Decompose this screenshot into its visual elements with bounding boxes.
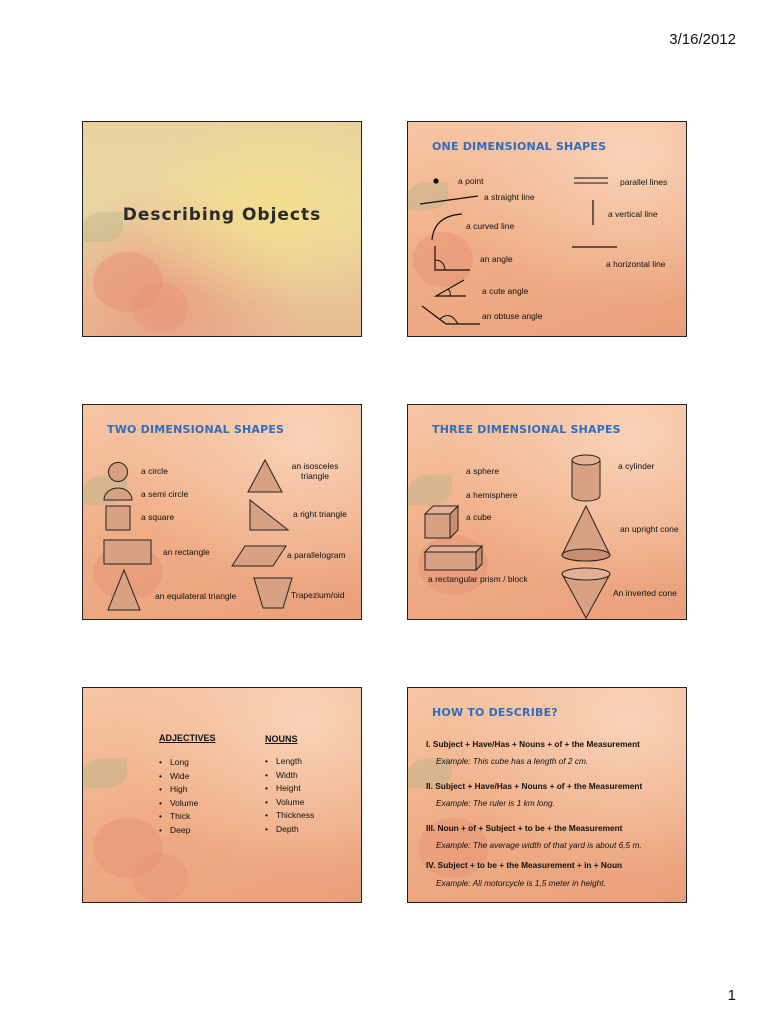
angle-icon [432,244,472,272]
label-semi-circle: a semi circle [141,489,189,499]
parallel-lines-icon [574,177,610,185]
list-item: • Deep [159,824,198,838]
list-item: • Volume [265,796,314,810]
horizontal-line-icon [572,245,618,249]
label-cube: a cube [466,512,492,522]
label-parallelogram: a parallelogram [287,550,346,560]
list-item: • Long [159,756,198,770]
upright-cone-icon [560,505,612,563]
square-icon [105,505,131,531]
vertical-line-icon [591,200,595,226]
cube-icon [424,505,460,539]
slide-heading: ONE DIMENSIONAL SHAPES [432,140,607,153]
label-prism: a rectangular prism / block [428,574,528,584]
label-parallel-lines: parallel lines [620,177,668,187]
inverted-cone-icon [560,567,612,619]
curved-line-icon [428,212,464,242]
adjectives-list [159,756,198,838]
list-item: • Length [265,755,314,769]
roses-decoration [83,172,223,337]
slide-heading: TWO DIMENSIONAL SHAPES [107,423,285,436]
rule-pattern: III. Noun + of + Subject + to be + the Measurement [426,823,623,833]
slide-heading: HOW TO DESCRIBE? [432,706,558,719]
list-item: • Wide [159,770,198,784]
prism-icon [424,545,484,571]
slide-title [82,121,362,337]
acute-angle-icon [434,278,468,298]
list-item: • Thick [159,810,198,824]
rule-pattern: II. Subject + Have/Has + Nouns + of + the Measurement [426,781,643,791]
label-trapezium: Trapezium/oid [291,590,345,600]
label-cute-angle: a cute angle [482,286,529,296]
label-hemisphere: a hemisphere [466,490,518,500]
label-equilateral-triangle: an equilateral triangle [155,591,237,601]
rule-pattern: IV. Subject + to be + the Measurement + in + Noun [426,860,623,870]
isosceles-triangle-icon [247,459,283,493]
label-horizontal-line: a horizontal line [606,259,666,269]
rule-example: Example: The average width of that yard is about 6,5 m. [436,840,642,850]
rule-pattern: I. Subject + Have/Has + Nouns + of + the Measurement [426,739,640,749]
cylinder-icon [570,453,602,503]
rule-example: Example: This cube has a length of 2 cm. [436,756,589,766]
list-item: • Width [265,769,314,783]
circle-icon [107,461,129,483]
rectangle-icon [103,539,153,565]
slide-vocabulary [82,687,362,903]
label-circle: a circle [141,466,168,476]
semi-circle-icon [103,487,133,501]
page-number: 1 [727,987,736,1004]
list-item: • Thickness [265,809,314,823]
label-upright-cone: an upright cone [620,524,679,534]
label-angle: an angle [480,254,513,264]
right-triangle-icon [249,499,289,531]
slide-how-to-describe [407,687,687,903]
list-item: • Height [265,782,314,796]
label-obtuse-angle: an obtuse angle [482,311,543,321]
label-square: a square [141,512,175,522]
label-right-triangle: a right triangle [293,509,347,519]
label-curved-line: a curved line [466,221,515,231]
label-point: a point [458,176,484,186]
slide-three-dimensional [407,404,687,620]
rule-example: Example: The ruler is 1 km long. [436,798,555,808]
label-cylinder: a cylinder [618,461,655,471]
roses-decoration [83,738,223,903]
nouns-list [265,755,314,837]
trapezium-icon [253,577,293,609]
rule-example: Example: Ali motorcycle is 1,5 meter in height. [436,878,606,888]
list-item: • Volume [159,797,198,811]
list-item: • High [159,783,198,797]
list-item: • Depth [265,823,314,837]
nouns-heading: NOUNS [265,734,298,744]
parallelogram-icon [231,545,287,567]
label-inverted-cone: An inverted cone [613,588,677,598]
equilateral-triangle-icon [107,569,141,611]
point-icon [432,177,440,185]
label-vertical-line: a vertical line [608,209,658,219]
slide-heading: THREE DIMENSIONAL SHAPES [432,423,621,436]
obtuse-angle-icon [420,302,482,326]
adjectives-heading: ADJECTIVES [159,733,216,743]
slide-two-dimensional [82,404,362,620]
slide-title-text: Describing Objects [122,205,322,225]
label-straight-line: a straight line [484,192,535,202]
label-isosceles-triangle: an isosceles triangle [291,461,339,481]
page-date: 3/16/2012 [669,31,736,48]
label-rectangle: an rectangle [163,547,210,557]
label-sphere: a sphere [466,466,500,476]
slide-one-dimensional [407,121,687,337]
straight-line-icon [420,194,480,206]
